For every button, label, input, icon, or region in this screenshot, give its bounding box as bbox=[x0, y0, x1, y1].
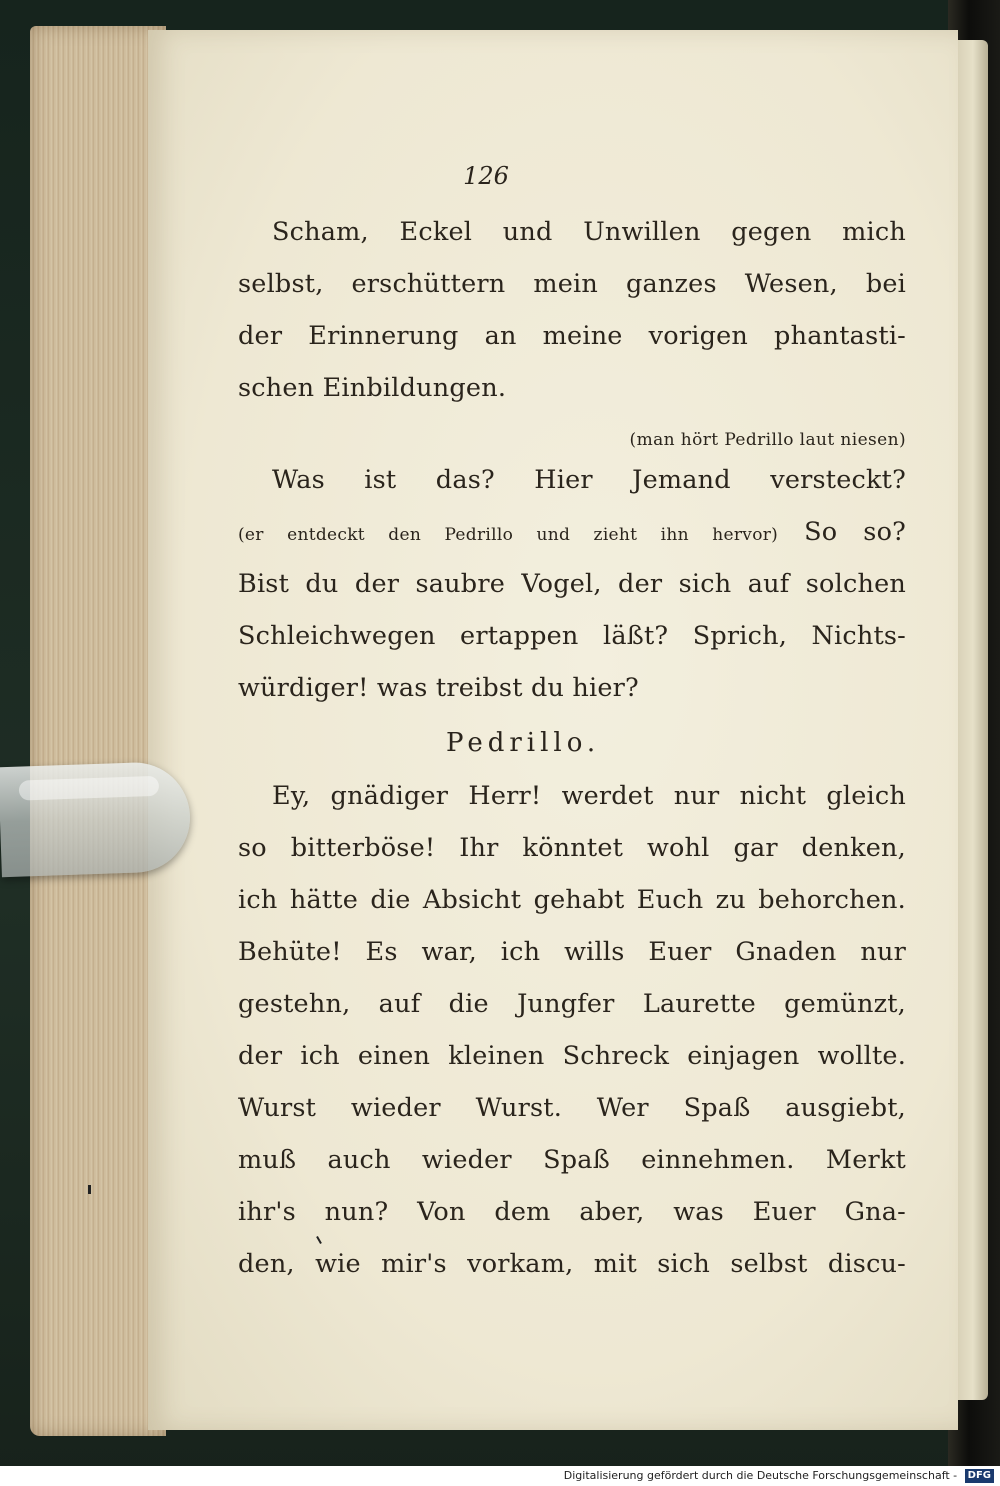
funding-credit: Digitalisierung gefördert durch die Deutsche Forschungsgemeinschaft - bbox=[563, 1469, 958, 1482]
text-line: Bist du der saubre Vogel, der sich auf solchen bbox=[238, 569, 906, 599]
text-line: ich hätte die Absicht gehabt Euch zu behorchen. bbox=[238, 885, 906, 915]
text-line: der ich einen kleinen Schreck einjagen wollte. bbox=[238, 1041, 906, 1071]
text-line: Scham, Eckel und Unwillen gegen mich bbox=[272, 217, 906, 247]
text-line: gestehn, auf die Jungfer Laurette gemünzt, bbox=[238, 989, 906, 1019]
text-line: den, wie mir's vorkam, mit sich selbst discu- bbox=[238, 1249, 906, 1279]
text-line: muß auch wieder Spaß einnehmen. Merkt bbox=[238, 1145, 906, 1175]
text-line: würdiger! was treibst du hier? bbox=[238, 673, 639, 703]
text-line: der Erinnerung an meine vorigen phantasti- bbox=[238, 321, 906, 351]
text-line: Was ist das? Hier Jemand versteckt? bbox=[272, 465, 906, 495]
page-text bbox=[238, 160, 906, 1294]
text-line: Wurst wieder Wurst. Wer Spaß ausgiebt, bbox=[238, 1093, 906, 1123]
digitization-footer bbox=[0, 1466, 1000, 1486]
stage-direction: (man hört Pedrillo laut niesen) bbox=[629, 430, 906, 450]
text-line: ihr's nun? Von dem aber, was Euer Gna- bbox=[238, 1197, 906, 1227]
page-number: 126 bbox=[463, 162, 509, 190]
speaker-name: Pedrillo. bbox=[446, 728, 601, 758]
stage-direction: (er entdeckt den Pedrillo und zieht ihn hervor) bbox=[238, 525, 779, 545]
dust-speck bbox=[88, 1185, 91, 1194]
page-holder-clip bbox=[0, 761, 192, 878]
text-line: Behüte! Es war, ich wills Euer Gnaden nur bbox=[238, 937, 906, 967]
dfg-logo: DFG bbox=[965, 1469, 994, 1483]
page-stack-edges bbox=[30, 26, 166, 1436]
next-page-edge bbox=[958, 40, 988, 1400]
text-line: Ey, gnädiger Herr! werdet nur nicht gleich bbox=[272, 781, 906, 811]
text-line-with-stage-direction bbox=[238, 510, 906, 562]
text-line: schen Einbildungen. bbox=[238, 373, 507, 403]
text-line: Schleichwegen ertappen läßt? Sprich, Nichts- bbox=[238, 621, 906, 651]
text-line: so bitterböse! Ihr könntet wohl gar denken, bbox=[238, 833, 906, 863]
text-fragment: So so? bbox=[804, 517, 906, 547]
text-line: selbst, erschüttern mein ganzes Wesen, bei bbox=[238, 269, 906, 299]
